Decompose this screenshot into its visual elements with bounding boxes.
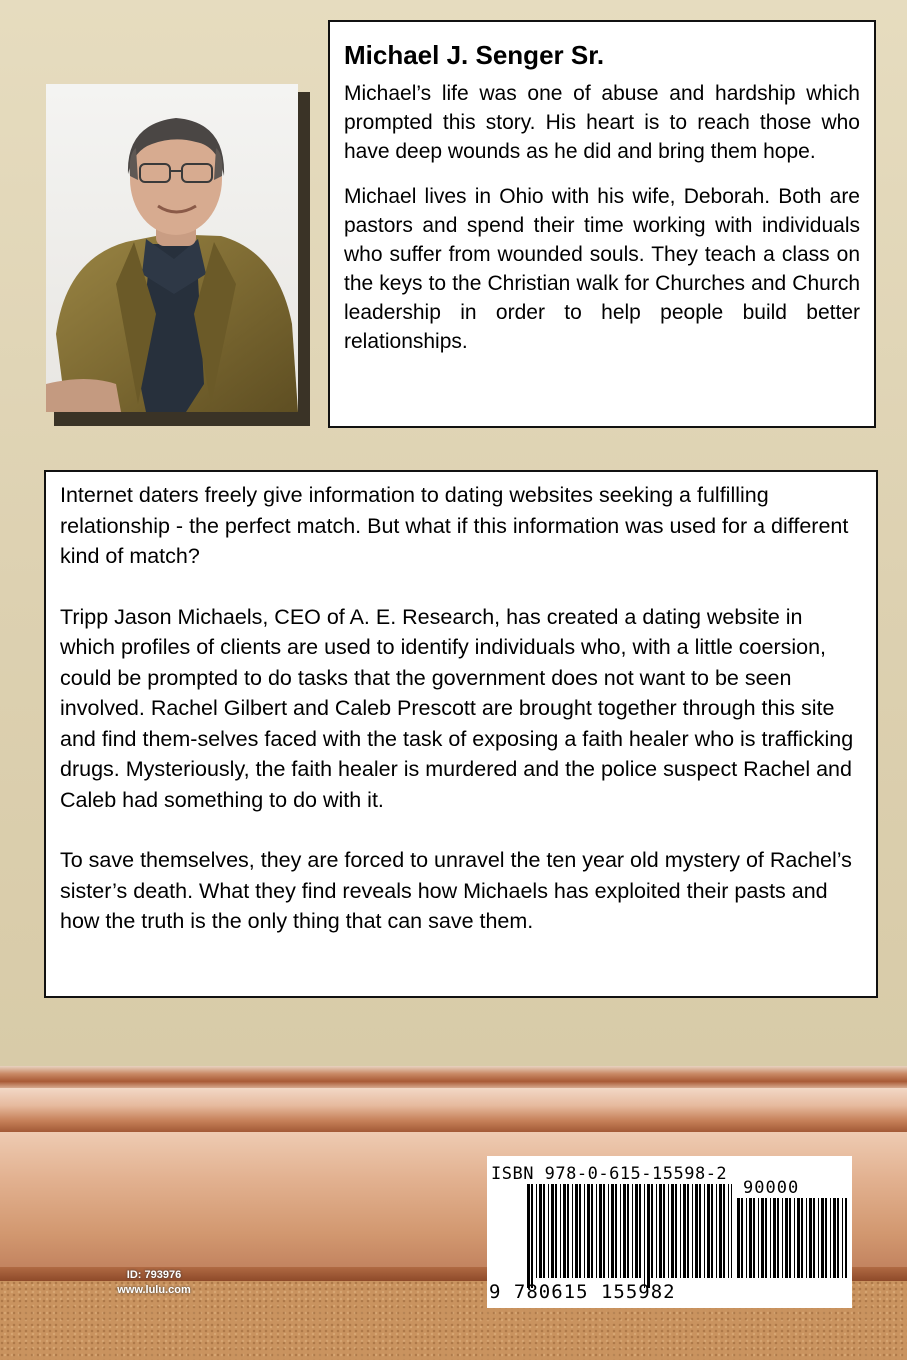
barcode-bar [539, 1184, 542, 1278]
barcode-bar [603, 1184, 605, 1278]
barcode-bar [692, 1184, 693, 1278]
barcode-bar [782, 1198, 783, 1278]
blurb-paragraph: Internet daters freely give information to dating websites seeking a fulfilling relationship - the perfect match. But what if this information was used for a different kind of match? [60, 483, 849, 568]
bio-paragraph: Michael lives in Ohio with his wife, Deborah. Both are pastors and spend their time working with individuals who suffer from wounded souls. They teach a class on the keys to the Christian walk for Churches and Church leadership in order to help people build better relationships. [344, 185, 860, 353]
book-blurb-box [44, 470, 878, 998]
barcode-bar [627, 1184, 629, 1278]
barcode-bar [623, 1184, 626, 1278]
barcode-bar [758, 1198, 759, 1278]
barcode-bar [635, 1184, 638, 1278]
ean-digits: 9 780615 155982 [489, 1281, 676, 1303]
barcode-bar [639, 1184, 641, 1278]
isbn-label: ISBN 978-0-615-15598-2 [491, 1164, 728, 1184]
barcode-bar [746, 1198, 747, 1278]
barcode-bar [785, 1198, 788, 1278]
blurb-paragraph: To save themselves, they are forced to unravel the ten year old mystery of Rachel’s sister’s death. What they find reveals how Michaels has exploited their pasts and how the truth is the only thing that can save them. [60, 848, 852, 933]
barcode-bar [671, 1184, 674, 1278]
barcode-bar [563, 1184, 566, 1278]
barcode-bar [770, 1198, 771, 1278]
publisher-id: ID: 793976 [126, 1269, 182, 1281]
barcode-bar [596, 1184, 597, 1278]
barcode-bar [572, 1184, 573, 1278]
barcode-bar [825, 1198, 827, 1278]
barcode-bar [668, 1184, 669, 1278]
barcode-bar [707, 1184, 710, 1278]
bio-paragraph: Michael’s life was one of abuse and hardship which prompted this story. His heart is to reach those who have deep wounds as he did and bring them hope. [344, 82, 860, 163]
barcode-bar [687, 1184, 689, 1278]
barcode-bar [842, 1198, 843, 1278]
barcode-bar [809, 1198, 812, 1278]
barcode-bar [761, 1198, 764, 1278]
barcode-bar [711, 1184, 713, 1278]
barcode-bar [837, 1198, 839, 1278]
price-code: 90000 [743, 1178, 800, 1198]
barcode-bar [551, 1184, 554, 1278]
barcode-bar [647, 1184, 650, 1288]
barcode-bar [587, 1184, 590, 1278]
barcode-bar [801, 1198, 803, 1278]
barcode-bar [680, 1184, 681, 1278]
barcode-bar [716, 1184, 717, 1278]
barcode-bar [555, 1184, 557, 1278]
barcode-bar [615, 1184, 617, 1278]
barcode-bar [773, 1198, 776, 1278]
barcode-bar [620, 1184, 621, 1278]
barcode-bar [675, 1184, 677, 1278]
barcode-bar [813, 1198, 815, 1278]
barcode-bar [695, 1184, 698, 1278]
author-portrait-icon [46, 84, 298, 412]
barcode-bar [560, 1184, 561, 1278]
barcode-bar [683, 1184, 686, 1278]
barcode-bar [632, 1184, 633, 1278]
barcode-bar [719, 1184, 722, 1278]
barcode-bar [821, 1198, 824, 1278]
barcode-bar [731, 1184, 732, 1278]
chair-rail [0, 1088, 907, 1132]
publisher-info [94, 1268, 214, 1298]
barcode-bar [663, 1184, 665, 1278]
barcode-bar [741, 1198, 743, 1278]
barcode-bar [591, 1184, 593, 1278]
barcode-bar [575, 1184, 578, 1278]
barcode-bar [845, 1198, 847, 1278]
barcode-bar [579, 1184, 581, 1278]
barcode-bar [608, 1184, 609, 1278]
barcode-bar [753, 1198, 755, 1278]
barcode-bar [548, 1184, 549, 1278]
barcode-bar [765, 1198, 767, 1278]
barcode-bar [806, 1198, 807, 1278]
barcode-bar [777, 1198, 779, 1278]
ean-bars-icon [527, 1184, 732, 1288]
barcode-bar [527, 1184, 530, 1288]
barcode-bar [699, 1184, 701, 1278]
barcode-bar [584, 1184, 585, 1278]
barcode-bar [651, 1184, 653, 1278]
publisher-url: www.lulu.com [117, 1284, 191, 1296]
blurb-paragraph: Tripp Jason Michaels, CEO of A. E. Research, has created a dating website in which profiles of clients are used to identify individuals who, with a little coersion, could be prompted to do tasks that the government does not want to be seen involved. Rachel Gilbert and Caleb Prescott are brought together through this site and find them-selves faced with the task of exposing a faith healer who is trafficking drugs. Mysteriously, the faith healer is murdered and the police suspect Rachel and Caleb had something to do with it. [60, 604, 854, 812]
barcode-bar [794, 1198, 795, 1278]
author-bio-box [328, 20, 876, 428]
barcode-bar [728, 1184, 729, 1278]
author-name: Michael J. Senger Sr. [344, 40, 605, 70]
isbn-barcode [487, 1156, 852, 1308]
barcode-bar [543, 1184, 545, 1278]
author-photo [46, 84, 298, 412]
addon-bars-icon [737, 1198, 847, 1288]
barcode-bar [833, 1198, 836, 1278]
barcode-bar [797, 1198, 800, 1278]
barcode-bar [723, 1184, 725, 1278]
barcode-bar [536, 1184, 537, 1278]
barcode-bar [704, 1184, 705, 1278]
barcode-bar [659, 1184, 662, 1278]
barcode-bar [644, 1184, 645, 1288]
barcode-bar [749, 1198, 752, 1278]
barcode-bar [567, 1184, 569, 1278]
barcode-bar [818, 1198, 819, 1278]
barcode-bar [737, 1198, 740, 1278]
barcode-bar [531, 1184, 533, 1288]
barcode-bar [656, 1184, 657, 1278]
chair-rail-top [0, 1066, 907, 1088]
barcode-bar [789, 1198, 791, 1278]
barcode-bar [611, 1184, 614, 1278]
barcode-bar [830, 1198, 831, 1278]
barcode-bar [599, 1184, 602, 1278]
